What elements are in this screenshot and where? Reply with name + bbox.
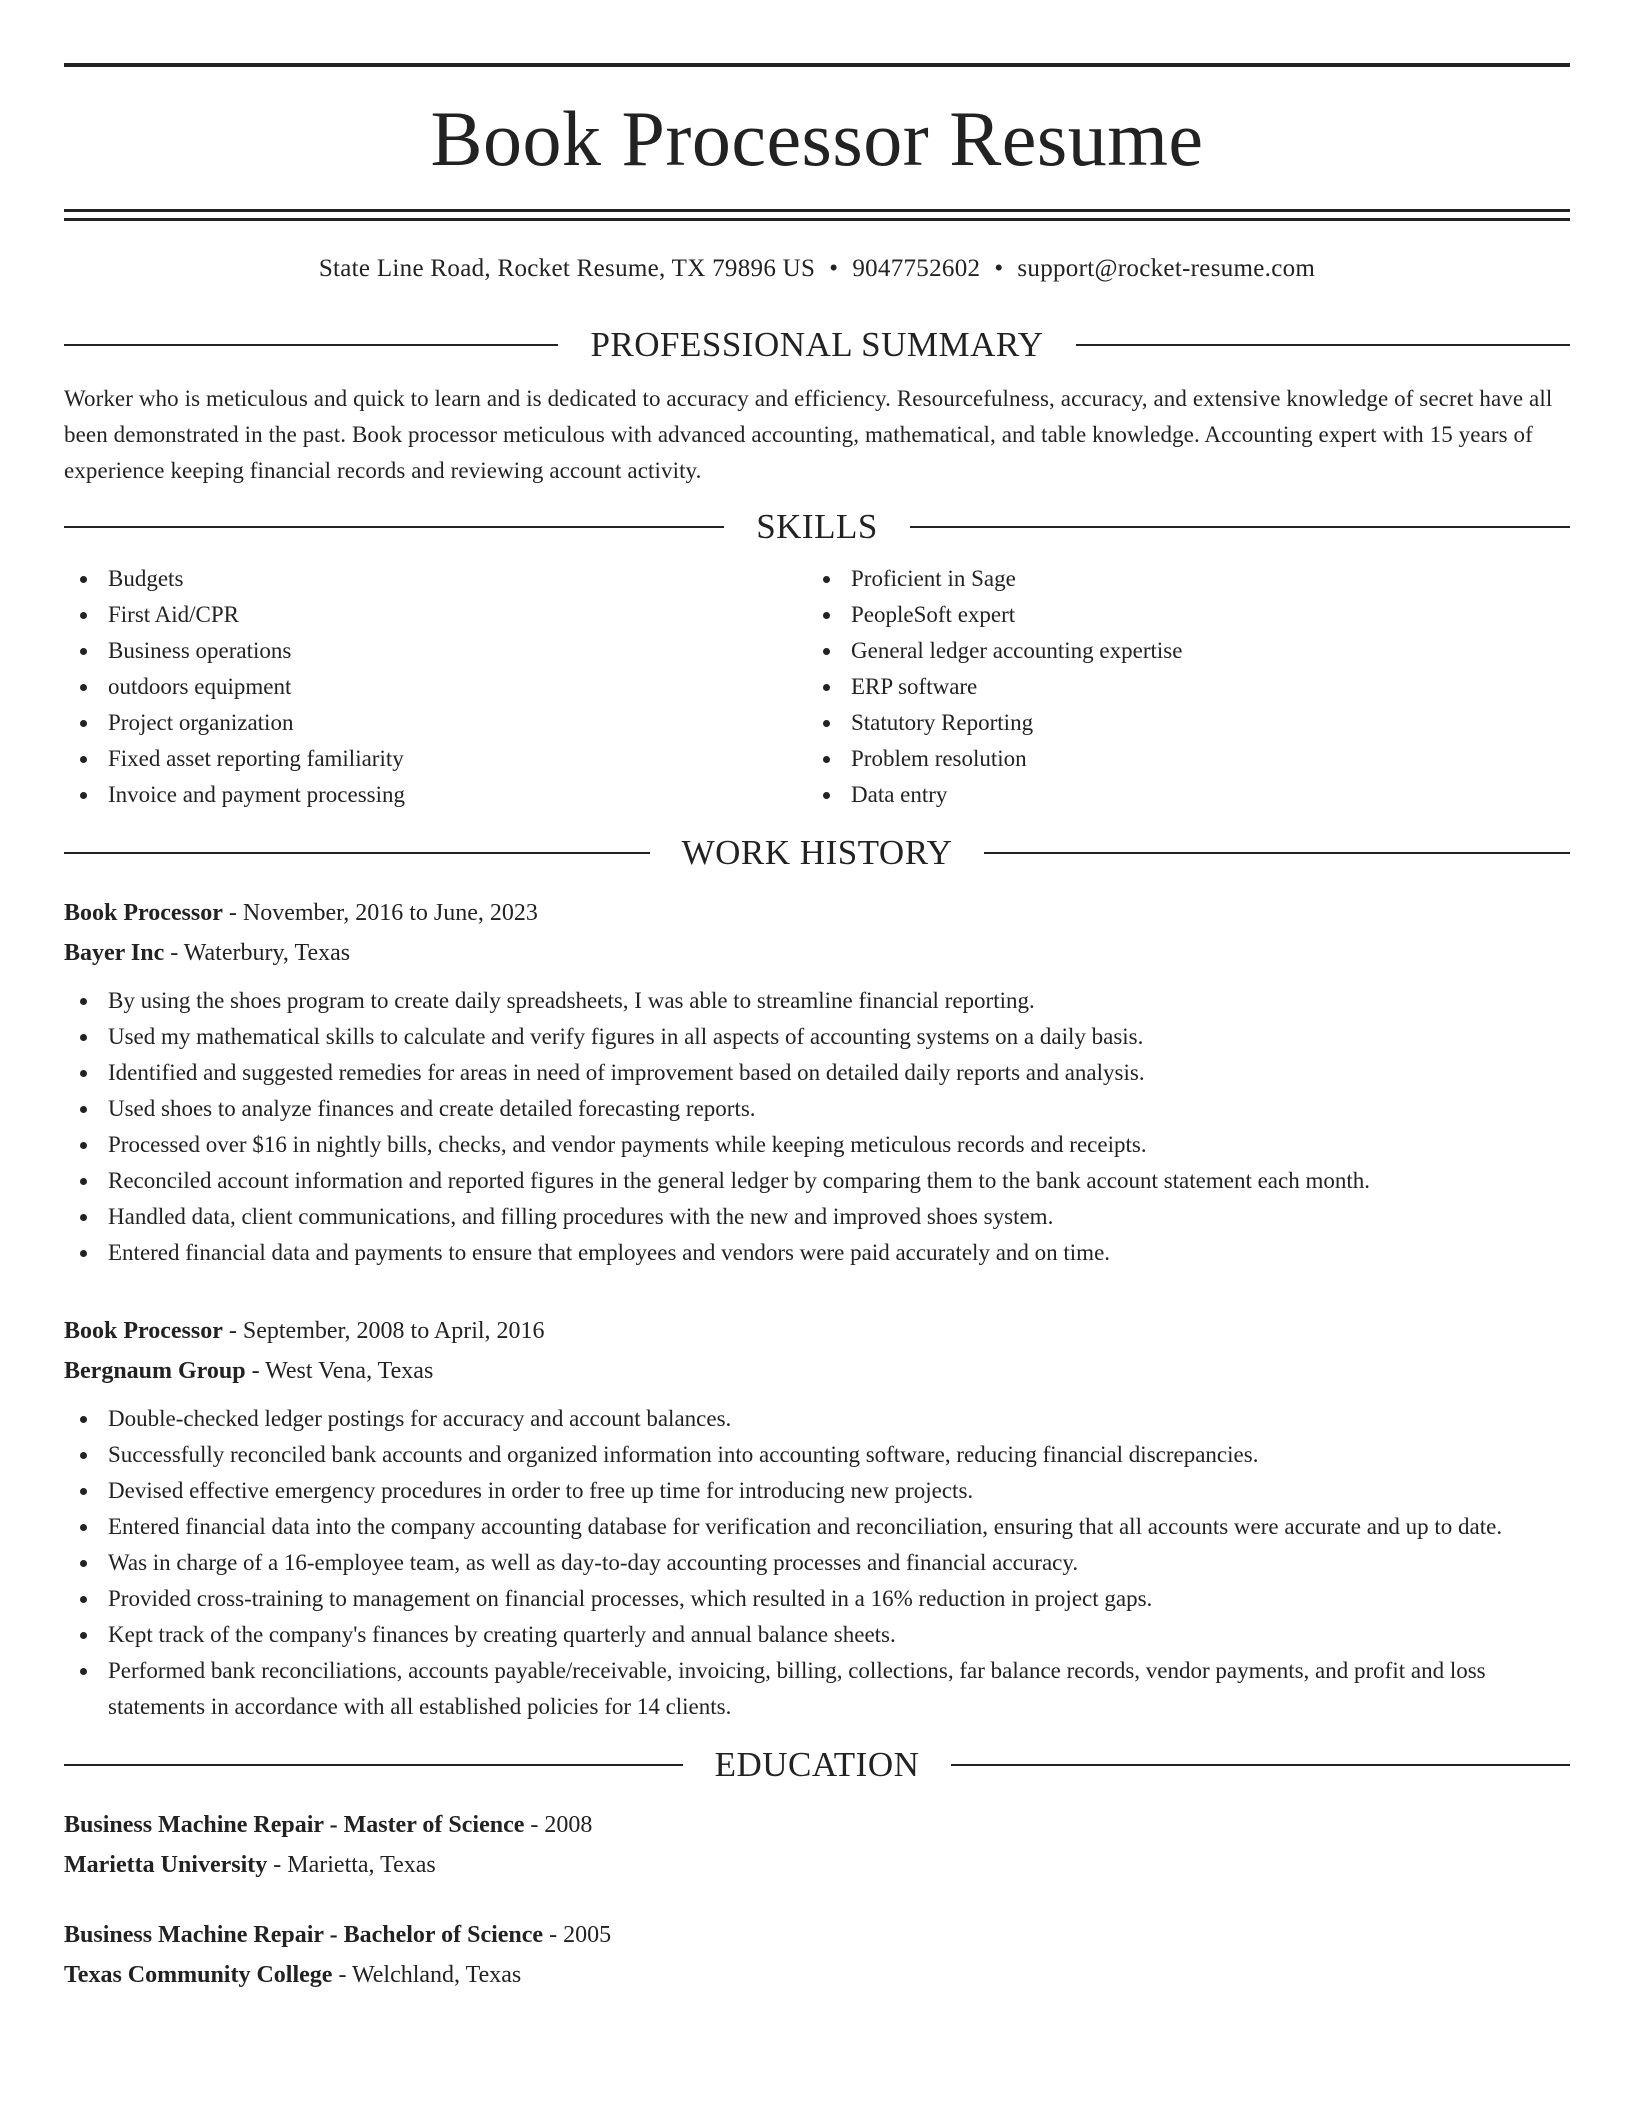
contact-separator: • xyxy=(829,255,839,282)
heading-rule xyxy=(951,1764,1570,1766)
education-degree: Business Machine Repair - Master of Science xyxy=(64,1812,525,1838)
job-title: Book Processor xyxy=(64,900,223,926)
job-title-line xyxy=(64,893,1570,933)
job-bullet: Identified and suggested remedies for areas in need of improvement based on detailed daily reports and analysis. xyxy=(64,1055,1570,1091)
education-school-line xyxy=(64,1955,1570,1995)
section-title: EDUCATION xyxy=(714,1745,920,1784)
skill-item: Data entry xyxy=(807,777,1550,813)
section-title: PROFESSIONAL SUMMARY xyxy=(590,325,1044,364)
contact-address: State Line Road, Rocket Resume, TX 79896 US xyxy=(318,255,816,282)
job-bullet: Was in charge of a 16-employee team, as well as day-to-day accounting processes and financial accuracy. xyxy=(64,1545,1570,1581)
education-degree-line xyxy=(64,1915,1570,1955)
education-degree-line xyxy=(64,1805,1570,1845)
job-company-line xyxy=(64,1351,1570,1391)
job-bullet: Handled data, client communications, and filling procedures with the new and improved shoes system. xyxy=(64,1199,1570,1235)
heading-rule xyxy=(64,1764,683,1766)
job-bullet: Performed bank reconciliations, accounts payable/receivable, invoicing, billing, collections, far balance records, vendor payments, and profit and loss statements in accordance with all established policies for 14 clients. xyxy=(64,1653,1570,1725)
job-bullet: Entered financial data into the company accounting database for verification and reconciliation, ensuring that all accounts were accurate and up to date. xyxy=(64,1509,1570,1545)
skill-item: Budgets xyxy=(64,561,807,597)
skill-item: ERP software xyxy=(807,669,1550,705)
section-heading-summary xyxy=(64,323,1570,367)
education-location: - Marietta, Texas xyxy=(267,1852,436,1878)
job-bullet: Devised effective emergency procedures in order to free up time for introducing new projects. xyxy=(64,1473,1570,1509)
job-location: - Waterbury, Texas xyxy=(164,940,351,966)
job-dates: - November, 2016 to June, 2023 xyxy=(222,900,538,926)
job-bullet: Double-checked ledger postings for accuracy and account balances. xyxy=(64,1401,1570,1437)
skill-item: Business operations xyxy=(64,633,807,669)
skill-item: General ledger accounting expertise xyxy=(807,633,1550,669)
education-school: Marietta University xyxy=(64,1852,268,1878)
job-bullet: Used shoes to analyze finances and create detailed forecasting reports. xyxy=(64,1091,1570,1127)
job-bullet: Used my mathematical skills to calculate and verify figures in all aspects of accounting systems on a daily basis. xyxy=(64,1019,1570,1055)
job-dates: - September, 2008 to April, 2016 xyxy=(222,1318,545,1344)
contact-email: support@rocket-resume.com xyxy=(1017,255,1316,282)
education-year: - 2008 xyxy=(524,1812,593,1838)
section-title: SKILLS xyxy=(756,507,878,546)
resume-title: Book Processor Resume xyxy=(430,95,1204,182)
education-entry xyxy=(64,1805,1570,1885)
job-bullets xyxy=(64,983,1570,1271)
job-bullet: Successfully reconciled bank accounts and organized information into accounting software, reducing financial discrepancies. xyxy=(64,1437,1570,1473)
section-heading-skills xyxy=(64,505,1570,549)
contact-line xyxy=(64,253,1570,285)
job-bullet: Provided cross-training to management on financial processes, which resulted in a 16% reduction in project gaps. xyxy=(64,1581,1570,1617)
job-location: - West Vena, Texas xyxy=(245,1358,434,1384)
job-bullets xyxy=(64,1401,1570,1725)
education-year: - 2005 xyxy=(543,1922,612,1948)
skills-column-left xyxy=(64,561,807,813)
title-rule-lower xyxy=(64,218,1570,221)
skill-item: Fixed asset reporting familiarity xyxy=(64,741,807,777)
skills-list xyxy=(64,561,1570,813)
section-heading-work xyxy=(64,831,1570,875)
heading-rule xyxy=(1076,344,1570,346)
education-degree: Business Machine Repair - Bachelor of Science xyxy=(64,1922,544,1948)
job-entry xyxy=(64,893,1570,1271)
job-bullet: Entered financial data and payments to ensure that employees and vendors were paid accurately and on time. xyxy=(64,1235,1570,1271)
heading-rule xyxy=(910,526,1570,528)
heading-rule xyxy=(64,344,558,346)
skill-item: First Aid/CPR xyxy=(64,597,807,633)
education-entry xyxy=(64,1915,1570,1995)
skill-item: Invoice and payment processing xyxy=(64,777,807,813)
skill-item: outdoors equipment xyxy=(64,669,807,705)
education-location: - Welchland, Texas xyxy=(332,1962,522,1988)
section-heading-education xyxy=(64,1743,1570,1787)
education-school-line xyxy=(64,1845,1570,1885)
job-entry xyxy=(64,1311,1570,1725)
summary-text: Worker who is meticulous and quick to learn and is dedicated to accuracy and efficiency. Resourcefulness, accuracy, and extensive knowledge of secret have all been demonstrated in the past. Book processor meticulous with advanced accounting, mathematical, and table knowledge. Accounting expert with 15 years of experience keeping financial records and reviewing account activity. xyxy=(64,386,1553,483)
job-bullet: Kept track of the company's finances by creating quarterly and annual balance sheets. xyxy=(64,1617,1570,1653)
heading-rule xyxy=(64,852,650,854)
contact-separator: • xyxy=(994,255,1004,282)
skills-column-right xyxy=(807,561,1550,813)
skill-item: Statutory Reporting xyxy=(807,705,1550,741)
job-bullet: Processed over $16 in nightly bills, checks, and vendor payments while keeping meticulous records and receipts. xyxy=(64,1127,1570,1163)
heading-rule xyxy=(984,852,1570,854)
job-title: Book Processor xyxy=(64,1318,223,1344)
job-company: Bergnaum Group xyxy=(64,1358,246,1384)
job-bullet: By using the shoes program to create daily spreadsheets, I was able to streamline financial reporting. xyxy=(64,983,1570,1019)
resume-page xyxy=(64,0,1570,1995)
title-rule-upper xyxy=(64,209,1570,212)
job-company: Bayer Inc xyxy=(64,940,165,966)
skill-item: Problem resolution xyxy=(807,741,1550,777)
job-company-line xyxy=(64,933,1570,973)
contact-phone: 9047752602 xyxy=(852,255,981,282)
job-bullet: Reconciled account information and reported figures in the general ledger by comparing them to the bank account statement each month. xyxy=(64,1163,1570,1199)
top-rule xyxy=(64,63,1570,67)
job-title-line xyxy=(64,1311,1570,1351)
skill-item: Proficient in Sage xyxy=(807,561,1550,597)
section-title: WORK HISTORY xyxy=(681,833,953,872)
heading-rule xyxy=(64,526,724,528)
education-school: Texas Community College xyxy=(64,1962,333,1988)
skill-item: Project organization xyxy=(64,705,807,741)
skill-item: PeopleSoft expert xyxy=(807,597,1550,633)
